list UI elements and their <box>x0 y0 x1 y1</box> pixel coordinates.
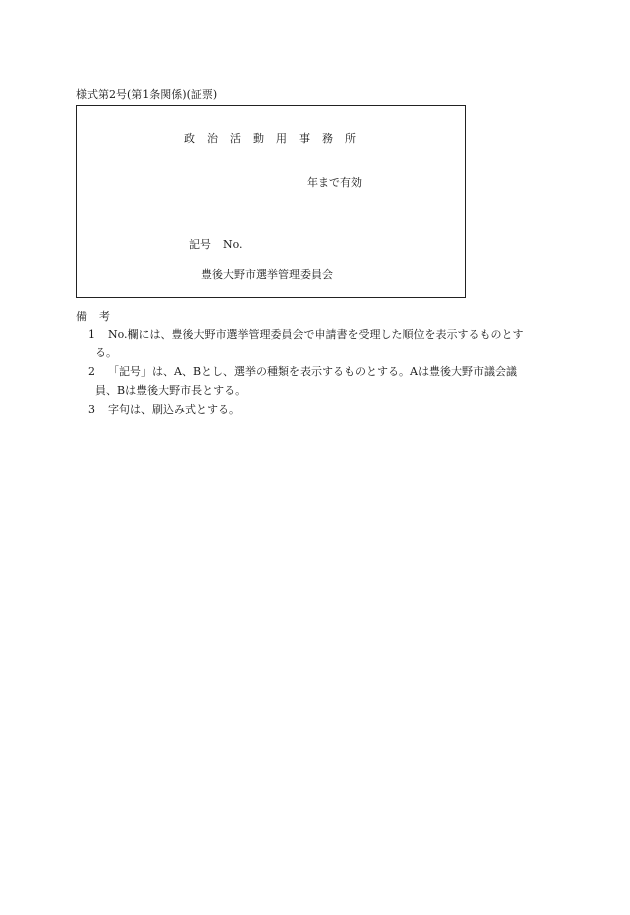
notes-heading-char: 備 <box>76 310 87 323</box>
notes-heading-char: 考 <box>99 310 110 323</box>
note-text: 「記号」は、A、Bとし、選挙の種類を表示するものとする。Aは豊後大野市議会議 <box>108 365 517 378</box>
note-2-line-1 <box>88 363 517 379</box>
title-char: 動 <box>253 132 264 145</box>
note-text: 字句は、刷込み式とする。 <box>108 403 240 416</box>
title-char: 治 <box>207 132 218 145</box>
note-1-line-1 <box>88 326 524 342</box>
note-2-line-2: 員、Bは豊後大野市長とする。 <box>95 384 247 397</box>
form-number: 様式第2号(第1条関係)(証票) <box>76 88 218 101</box>
certificate-box <box>76 105 466 298</box>
number-label: No. <box>223 238 243 251</box>
notes-heading <box>76 308 110 324</box>
title-char: 活 <box>230 132 241 145</box>
note-number: 1 <box>88 328 95 341</box>
title-char: 政 <box>184 132 195 145</box>
title-char: 所 <box>345 132 356 145</box>
note-1-line-2: る。 <box>95 346 117 359</box>
note-text: No.欄には、豊後大野市選挙管理委員会で申請書を受理した順位を表示するものとす <box>108 328 524 341</box>
symbol-number-row <box>189 236 243 252</box>
issuer: 豊後大野市選挙管理委員会 <box>201 268 333 281</box>
symbol-label: 記号 <box>189 238 211 251</box>
title-char: 務 <box>322 132 333 145</box>
note-3-line-1 <box>88 401 240 417</box>
note-number: 2 <box>88 365 95 378</box>
title-char: 用 <box>276 132 287 145</box>
title-char: 事 <box>299 132 310 145</box>
valid-until: 年まで有効 <box>307 176 362 189</box>
certificate-title <box>184 130 368 146</box>
note-number: 3 <box>88 403 95 416</box>
